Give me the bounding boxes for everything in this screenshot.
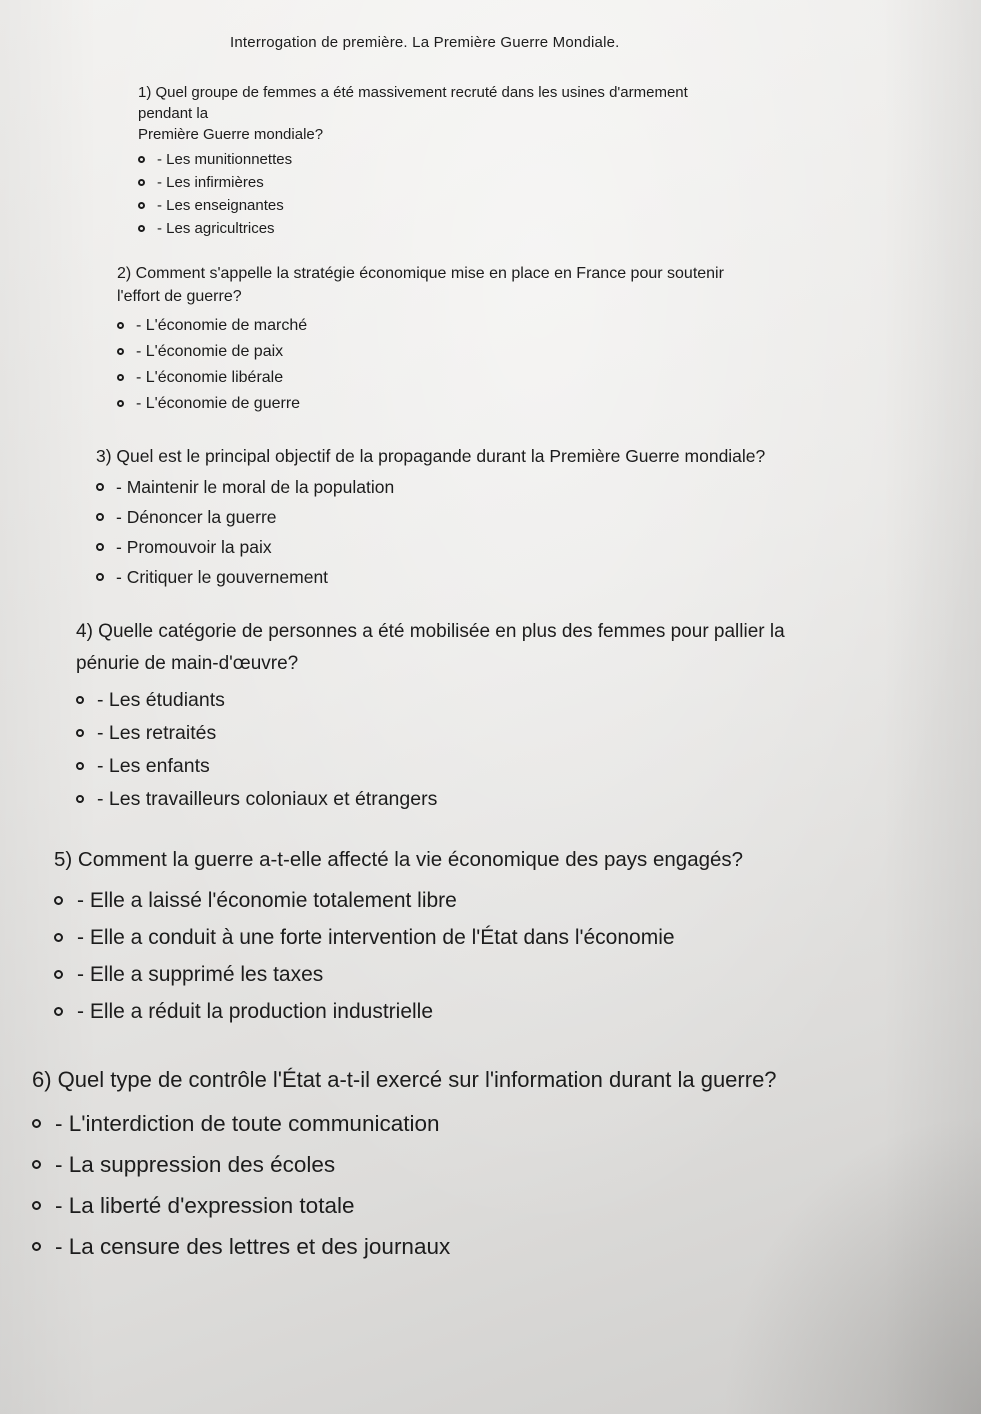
answer-option-label: - Elle a réduit la production industrielle — [77, 999, 434, 1023]
radio-circle-icon[interactable] — [96, 573, 104, 581]
answer-option-label: - Critiquer le gouvernement — [116, 567, 329, 587]
radio-circle-icon[interactable] — [32, 1201, 41, 1210]
answer-option[interactable] — [117, 390, 724, 416]
radio-circle-icon[interactable] — [96, 513, 104, 521]
answer-option-label: - L'économie de paix — [136, 342, 284, 360]
answer-option[interactable] — [32, 1144, 777, 1185]
radio-circle-icon[interactable] — [54, 933, 63, 942]
answer-option-label: - Promouvoir la paix — [116, 537, 272, 557]
question-text-line: 6) Quel type de contrôle l'État a-t-il exercé sur l'information durant la guerre? — [32, 1067, 777, 1092]
question-5 — [54, 845, 743, 1030]
radio-circle-icon[interactable] — [138, 179, 145, 186]
answer-option[interactable] — [76, 716, 785, 749]
question-text-line: 1) Quel groupe de femmes a été massivement recruté dans les usines d'armement — [138, 84, 688, 101]
answer-option[interactable] — [54, 993, 743, 1030]
answer-option-label: - L'interdiction de toute communication — [55, 1110, 440, 1136]
answer-option[interactable] — [32, 1185, 777, 1226]
answer-options — [117, 312, 724, 416]
radio-circle-icon[interactable] — [54, 970, 63, 979]
radio-circle-icon[interactable] — [76, 696, 84, 704]
radio-circle-icon[interactable] — [32, 1242, 41, 1251]
answer-option[interactable] — [54, 956, 743, 993]
question-6 — [32, 1064, 777, 1267]
question-text-line: l'effort de guerre? — [117, 288, 242, 305]
answer-option-label: - Les étudiants — [97, 688, 225, 711]
question-1 — [138, 82, 688, 240]
question-4 — [76, 616, 785, 815]
answer-option[interactable] — [96, 532, 765, 562]
question-3 — [96, 443, 765, 592]
answer-option-label: - Les travailleurs coloniaux et étrangers — [97, 787, 438, 810]
answer-option-label: - L'économie libérale — [136, 368, 284, 386]
answer-option-label: - Les infirmières — [157, 174, 264, 191]
answer-options — [138, 148, 688, 240]
answer-option-label: - Les retraités — [97, 721, 217, 744]
radio-circle-icon[interactable] — [117, 322, 124, 329]
radio-circle-icon[interactable] — [138, 156, 145, 163]
answer-options — [32, 1103, 777, 1267]
answer-option-label: - Les agricultrices — [157, 220, 275, 237]
answer-option[interactable] — [138, 194, 688, 217]
question-2 — [117, 262, 724, 416]
radio-circle-icon[interactable] — [54, 896, 63, 905]
radio-circle-icon[interactable] — [117, 348, 124, 355]
answer-option[interactable] — [117, 312, 724, 338]
answer-option-label: - Les enfants — [97, 754, 210, 777]
answer-option-label: - Dénoncer la guerre — [116, 507, 277, 527]
answer-option-label: - La suppression des écoles — [55, 1151, 336, 1177]
answer-options — [76, 683, 785, 815]
answer-option[interactable] — [76, 683, 785, 716]
radio-circle-icon[interactable] — [117, 374, 124, 381]
answer-option-label: - Elle a laissé l'économie totalement libre — [77, 888, 457, 912]
answer-option-label: - La censure des lettres et des journaux — [55, 1233, 451, 1259]
question-text-line: pénurie de main-d'œuvre? — [76, 653, 299, 674]
answer-option-label: - L'économie de guerre — [136, 394, 301, 412]
radio-circle-icon[interactable] — [32, 1119, 41, 1128]
radio-circle-icon[interactable] — [138, 225, 145, 232]
answer-option[interactable] — [96, 562, 765, 592]
radio-circle-icon[interactable] — [76, 762, 84, 770]
answer-option[interactable] — [76, 749, 785, 782]
answer-option[interactable] — [96, 472, 765, 502]
answer-option-label: - L'économie de marché — [136, 316, 308, 334]
question-text-line: 3) Quel est le principal objectif de la propagande durant la Première Guerre mondiale? — [96, 446, 766, 466]
answer-option-label: - Elle a conduit à une forte intervention de l'État dans l'économie — [77, 925, 675, 949]
answer-options — [54, 882, 743, 1030]
radio-circle-icon[interactable] — [96, 483, 104, 491]
answer-option-label: - La liberté d'expression totale — [55, 1192, 355, 1218]
answer-option[interactable] — [54, 919, 743, 956]
answer-option[interactable] — [138, 171, 688, 194]
answer-option-label: - Elle a supprimé les taxes — [77, 962, 324, 986]
question-text-line: 5) Comment la guerre a-t-elle affecté la vie économique des pays engagés? — [54, 848, 744, 871]
radio-circle-icon[interactable] — [54, 1007, 63, 1016]
question-text-line: pendant la — [138, 105, 209, 122]
answer-option[interactable] — [117, 338, 724, 364]
radio-circle-icon[interactable] — [117, 400, 124, 407]
answer-option[interactable] — [32, 1226, 777, 1267]
radio-circle-icon[interactable] — [96, 543, 104, 551]
radio-circle-icon[interactable] — [76, 729, 84, 737]
answer-option-label: - Les enseignantes — [157, 197, 284, 214]
radio-circle-icon[interactable] — [32, 1160, 41, 1169]
answer-option[interactable] — [117, 364, 724, 390]
answer-option-label: - Les munitionnettes — [157, 151, 293, 168]
answer-option[interactable] — [32, 1103, 777, 1144]
answer-option[interactable] — [96, 502, 765, 532]
answer-option[interactable] — [76, 782, 785, 815]
answer-option[interactable] — [138, 217, 688, 240]
answer-option[interactable] — [138, 148, 688, 171]
question-text-line: 4) Quelle catégorie de personnes a été mobilisée en plus des femmes pour pallier la — [76, 621, 785, 642]
answer-option[interactable] — [54, 882, 743, 919]
answer-option-label: - Maintenir le moral de la population — [116, 477, 395, 497]
radio-circle-icon[interactable] — [76, 795, 84, 803]
radio-circle-icon[interactable] — [138, 202, 145, 209]
question-text-line: 2) Comment s'appelle la stratégie économique mise en place en France pour soutenir — [117, 265, 724, 282]
page-title: Interrogation de première. La Première Guerre Mondiale. — [230, 34, 620, 51]
question-text-line: Première Guerre mondiale? — [138, 126, 324, 143]
answer-options — [96, 472, 765, 592]
